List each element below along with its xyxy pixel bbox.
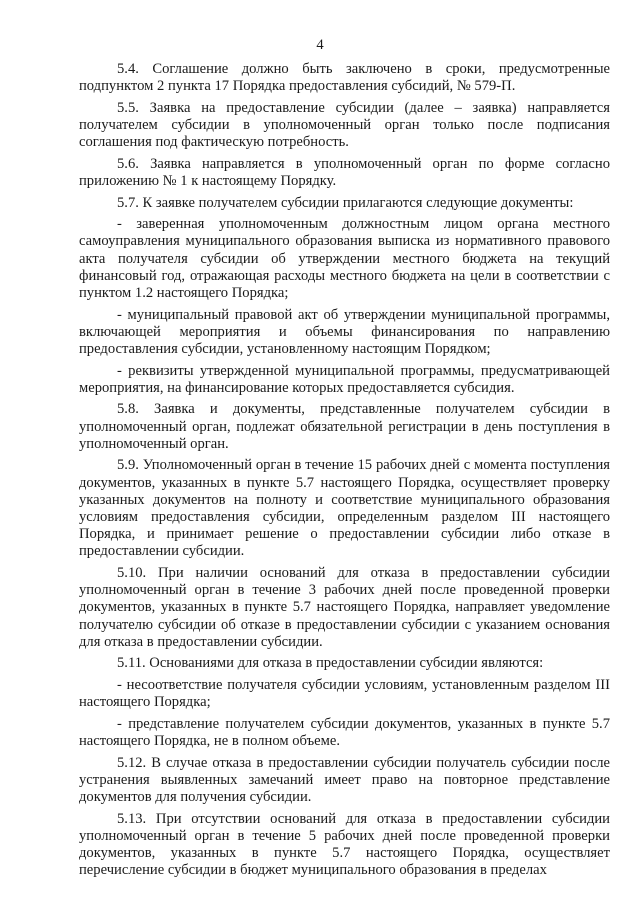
paragraph-5-8: 5.8. Заявка и документы, представленные получателем субсидии в уполномоченный орган, подлежат обязательной регистрации в день поступления в уполномоченный орган. bbox=[79, 401, 610, 452]
paragraph-5-9: 5.9. Уполномоченный орган в течение 15 рабочих дней с момента поступления документов, указанных в пункте 5.7 настоящего Порядка, осуществляет проверку указанных документов на полноту и соответствие муниципального образования условиям предоставления субсидии, определенным разделом III настоящего Порядка, и принимает решение о предоставлении субсидии либо отказе в предоставлении субсидии. bbox=[79, 457, 610, 560]
paragraph-5-5: 5.5. Заявка на предоставление субсидии (далее – заявка) направляется получателем субсидии в уполномоченный орган только после подписания соглашения под фактическую потребность. bbox=[79, 99, 610, 151]
paragraph-5-13: 5.13. При отсутствии оснований для отказа в предоставлении субсидии уполномоченный орган в течение 5 рабочих дней после проведенной проверки документов, указанных в пункте 5.7 настоящего Порядка, осуществляет перечисление субсидии в бюджет муниципального образования в пределах bbox=[79, 810, 610, 879]
paragraph-5-12: 5.12. В случае отказа в предоставлении субсидии получатель субсидии после устранения выявленных замечаний имеет право на повторное представление документов для получения субсидии. bbox=[79, 754, 610, 805]
list-item-municipal-act: - муниципальный правовой акт об утверждении муниципальной программы, включающей мероприятия и объемы финансирования по направлению предоставления субсидии, установленному настоящим Порядком; bbox=[79, 306, 610, 357]
list-item-program-details: - реквизиты утвержденной муниципальной программы, предусматривающей мероприятия, на финансирование которых предоставляется субсидия. bbox=[79, 362, 610, 396]
list-item-budget-extract: - заверенная уполномоченным должностным лицом органа местного самоуправления муниципального образования выписка из нормативного правового акта получателя субсидии об утверждении местного бюджета на текущий финансовый год, отражающая расходы местного бюджета на цели в соответствии с пунктом 1.2 настоящего Порядка; bbox=[79, 216, 610, 301]
paragraph-5-4: 5.4. Соглашение должно быть заключено в сроки, предусмотренные подпунктом 2 пункта 17 Порядка предоставления субсидий, № 579-П. bbox=[79, 61, 610, 95]
paragraph-5-7: 5.7. К заявке получателем субсидии прилагаются следующие документы: bbox=[117, 194, 574, 211]
paragraph-5-6: 5.6. Заявка направляется в уполномоченный орган по форме согласно приложению № 1 к настоящему Порядку. bbox=[79, 155, 610, 189]
page-number: 4 bbox=[316, 37, 324, 53]
list-item-nonconformity: - несоответствие получателя субсидии условиям, установленным разделом III настоящего Порядка; bbox=[79, 677, 610, 711]
paragraph-5-11: 5.11. Основаниями для отказа в предоставлении субсидии являются: bbox=[117, 655, 544, 672]
document-body bbox=[79, 61, 610, 884]
paragraph-5-10: 5.10. При наличии оснований для отказа в предоставлении субсидии уполномоченный орган в течение 3 рабочих дней после проведенной проверки документов, указанных в пункте 5.7 настоящего Порядка, направляет уведомление получателю субсидии об отказе в предоставлении субсидии с указанием основания для отказа в предоставлении субсидии. bbox=[79, 565, 610, 650]
list-item-incomplete-docs: - представление получателем субсидии документов, указанных в пункте 5.7 настоящего Порядка, не в полном объеме. bbox=[79, 715, 610, 749]
